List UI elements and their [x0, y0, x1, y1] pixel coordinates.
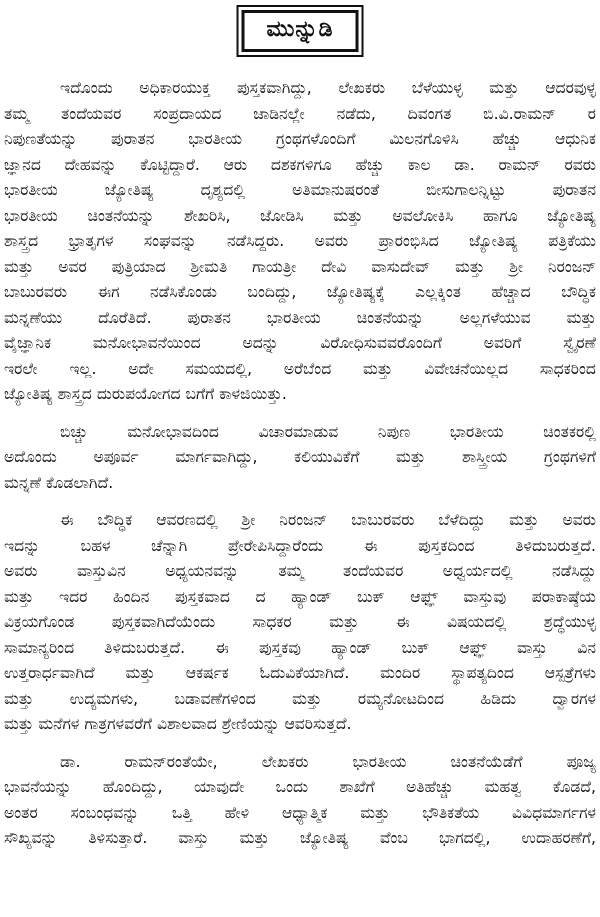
page-title: ಮುನ್ನುಡಿ [242, 10, 359, 52]
text-line: ಇದನ್ನು ಬಹಳ ಚೆನ್ನಾಗಿ ಪ್ರೇರೇಪಿಸಿದ್ದಾರೆಂದು ಈ ಪುಸ್ತಕದಿಂದ ತಿಳಿದುಬರುತ್ತದೆ. [4, 536, 596, 555]
text-line: ಮನ್ನಣೆ ಕೊಡಲಾಗಿದೆ. [4, 473, 114, 492]
text-line: ತಮ್ಮ ತಂದೆಯವರ ಸಂಪ್ರದಾಯದ ಜಾಡಿನಲ್ಲೇ ನಡೆದು, ದಿವಂಗತ ಬಿ.ವಿ.ರಾಮನ್ ರ [4, 104, 596, 123]
text-line: ಭಾರತೀಯ ಜ್ಯೋತಿಷ್ಯ ದೃಶ್ಯದಲ್ಲಿ ಅತಿಮಾನುಷರಂತೆ ಬೀಸುಗಾಲನ್ನಿಟ್ಟು ಪುರಾತನ [4, 181, 596, 199]
paragraph-4 [4, 750, 596, 852]
paragraph-3 [4, 508, 596, 738]
text-line: ಮತ್ತು ಇದರ ಹಿಂದಿನ ಪುಸ್ತಕವಾದ ದ ಹ್ಯಾಂಡ್ ಬುಕ್ ಆಫ್ಞ್ ವಾಸ್ತುವು ಪರಾಕಾಷ್ಠೆಯ [4, 587, 596, 606]
text-line: ಉತ್ತರಾರ್ಧವಾಗಿದೆ ಮತ್ತು ಆಕರ್ಷಕ ಓದುವಿಕೆಯಾಗಿದೆ. ಮಂದಿರ ಸ್ಥಾಪತ್ಯದಿಂದ ಆಸ್ಪತ್ರೆಗಳು [4, 664, 596, 682]
text-line: ಮತ್ತು ಅವರ ಪುತ್ರಿಯಾದ ಶ್ರೀಮತಿ ಗಾಯತ್ರೀ ದೇವಿ ವಾಸುದೇವ್ ಮತ್ತು ಶ್ರೀ ನಿರಂಜನ್ [4, 257, 596, 276]
text-line: ವೈಜ್ಞಾನಿಕ ಮನೋಭಾವನೆಯಿಂದ ಅದನ್ನು ವಿರೋಧಿಸುವವರೊಂದಿಗೆ ಅವರಿಗೆ ಸ್ವೈರಣೆ [4, 334, 596, 352]
text-line: ಇರಲೇ ಇಲ್ಲ. ಅದೇ ಸಮಯದಲ್ಲಿ, ಅರೆಬೆಂದ ಮತ್ತು ವಿವೇಚನೆಯಿಲ್ಲದ ಸಾಧಕರಿಂದ [4, 359, 596, 378]
text-line: ಡಾ. ರಾಮನ್‌ರಂತೆಯೇ, ಲೇಖಕರು ಭಾರತೀಯ ಚಿಂತನೆಯೆಡೆಗೆ ಪೂಜ್ಯ [60, 752, 596, 771]
paragraph-1 [4, 76, 596, 408]
text-line: ಜ್ಯೋತಿಷ್ಯ ಶಾಸ್ತ್ರದ ದುರುಪಯೋಗದ ಬಗೆಗೆ ಕಾಳಜಿಯಿತ್ತು. [4, 385, 287, 403]
text-line: ಇದೊಂದು ಅಧಿಕಾರಯುಕ್ತ ಪುಸ್ತಕವಾಗಿದ್ದು, ಲೇಖಕರು ಬೆಳೆಯುಳ್ಳ ಮತ್ತು ಆದರವುಳ್ಳ [60, 79, 596, 97]
text-line: ಭಾರತೀಯ ಚಿಂತನೆಯನ್ನು ಶೇಖರಿಸಿ, ಜೋಡಿಸಿ ಮತ್ತು ಅವಲೋಕಿಸಿ ಹಾಗೂ ಜ್ಯೋತಿಷ್ಯ [4, 206, 596, 225]
text-line: ಅದೊಂದು ಅಪೂರ್ವ ಮಾರ್ಗವಾಗಿದ್ದು, ಕಲಿಯುವಿಕೆಗೆ ಮತ್ತು ಶಾಸ್ತ್ರೀಯ ಗ್ರಂಥಗಳಿಗೆ [4, 448, 596, 466]
text-line: ಅಂತರ ಸಂಬಂಧವನ್ನು ಒತ್ತಿ ಹೇಳಿ ಆಧ್ಯಾತ್ಮಿಕ ಮತ್ತು ಭೌತಿಕತೆಯ ವಿವಿಧಮಾರ್ಗಗಳ [4, 803, 596, 822]
text-line: ಬಿಚ್ಚು ಮನೋಭಾವದಿಂದ ವಿಚಾರಮಾಡುವ ನಿಪುಣ ಭಾರತೀಯ ಚಿಂತಕರಲ್ಲಿ [60, 422, 596, 441]
text-line: ಶಾಸ್ತ್ರದ ಭ್ರಾತೃಗಳ ಸಂಘವನ್ನು ನಡೆಸಿದ್ದರು. ಅವರು ಪ್ರಾರಂಭಿಸಿದ ಜ್ಯೋತಿಷ್ಯ ಪತ್ರಿಕೆಯು [4, 232, 596, 250]
paragraph-gap [4, 496, 596, 508]
text-line: ಸಾಮಾನ್ಯರಿಂದ ತಿಳಿದುಬರುತ್ತದೆ. ಈ ಪುಸ್ತಕವು ಹ್ಯಾಂಡ್ ಬುಕ್ ಆಫ್ಞ್ ವಾಸ್ತು ವಿನ [4, 638, 596, 657]
text-line: ಭಾವನೆಯನ್ನು ಹೊಂದಿದ್ದು, ಯಾವುದೇ ಒಂದು ಶಾಖೆಗೆ ಅತಿಹೆಚ್ಚು ಮಹತ್ವ ಕೊಡದೆ, [4, 778, 596, 796]
text-line: ಅವರು ವಾಸ್ತುವಿನ ಅಧ್ಯಯನವನ್ನು ತಮ್ಮ ತಂದೆಯವರ ಅಧ್ವರ್ಯದಲ್ಲಿ ನಡೆಸಿದ್ದು [4, 562, 596, 580]
title-frame [237, 5, 364, 57]
text-line: ಜ್ಞಾನದ ದೇಹವನ್ನು ಕೊಟ್ಟಿದ್ದಾರೆ. ಆರು ದಶಕಗಳಿಗೂ ಹೆಚ್ಚು ಕಾಲ ಡಾ. ರಾಮನ್ ರವರು [4, 155, 596, 174]
paragraph-gap [4, 738, 596, 750]
paragraph-2 [4, 420, 596, 497]
text-line: ಸೌಖ್ಯವನ್ನು ತಿಳಿಸುತ್ತಾರೆ. ವಾಸ್ತು ಮತ್ತು ಜ್ಯೋತಿಷ್ಯ ವೆಂಬ ಭಾಗದಲ್ಲಿ, ಉದಾಹರಣೆಗೆ, [4, 829, 596, 847]
text-line: ನಿಪುಣತೆಯನ್ನು ಪುರಾತನ ಭಾರತೀಯ ಗ್ರಂಥಗಳೊಂದಿಗೆ ಮಿಲನಗೊಳಿಸಿ ಹೆಚ್ಚು ಆಧುನಿಕ [4, 130, 596, 148]
paragraph-gap [4, 408, 596, 420]
text-line: ಬಾಬುರವರು ಈಗ ನಡೆಸಿಕೊಂಡು ಬಂದಿದ್ದು, ಜ್ಯೋತಿಷ್ಯಕ್ಕೆ ಎಲ್ಲಕ್ಕಿಂತ ಹೆಚ್ಚಾದ ಬೌದ್ಧಿಕ [4, 283, 596, 301]
document-body [4, 76, 596, 852]
text-line: ಮತ್ತು ಉದ್ಯಮಗಳು, ಬಡಾವಣೆಗಳಿಂದ ಮತ್ತು ರಮ್ಯನೋಟದಿಂದ ಹಿಡಿದು ದ್ವಾರಗಳ [4, 689, 596, 708]
text-line: ಮನ್ನಣೆಯು ದೊರೆತಿದೆ. ಪುರಾತನ ಭಾರತೀಯ ಚಿಂತನೆಯನ್ನು ಅಲ್ಲಗಳೆಯುವ ಮತ್ತು [4, 308, 596, 327]
text-line: ಮತ್ತು ಮನೆಗಳ ಗಾತ್ರಗಳವರೆಗೆ ವಿಶಾಲವಾದ ಶ್ರೇಣಿಯನ್ನು ಆವರಿಸುತ್ತದೆ. [4, 715, 352, 733]
text-line: ಈ ಬೌದ್ಧಿಕ ಆವರಣದಲ್ಲಿ ಶ್ರೀ ನಿರಂಜನ್ ಬಾಬುರವರು ಬೆಳೆದಿದ್ದು ಮತ್ತು ಅವರು [60, 511, 596, 529]
text-line: ವಿಕ್ರಯಗೊಂಡ ಪುಸ್ತಕವಾಗಿದೆಯೆಂದು ಸಾಧಕರ ಮತ್ತು ಈ ವಿಷಯದಲ್ಲಿ ಶ್ರದ್ಧೆಯುಳ್ಳ [4, 613, 596, 631]
